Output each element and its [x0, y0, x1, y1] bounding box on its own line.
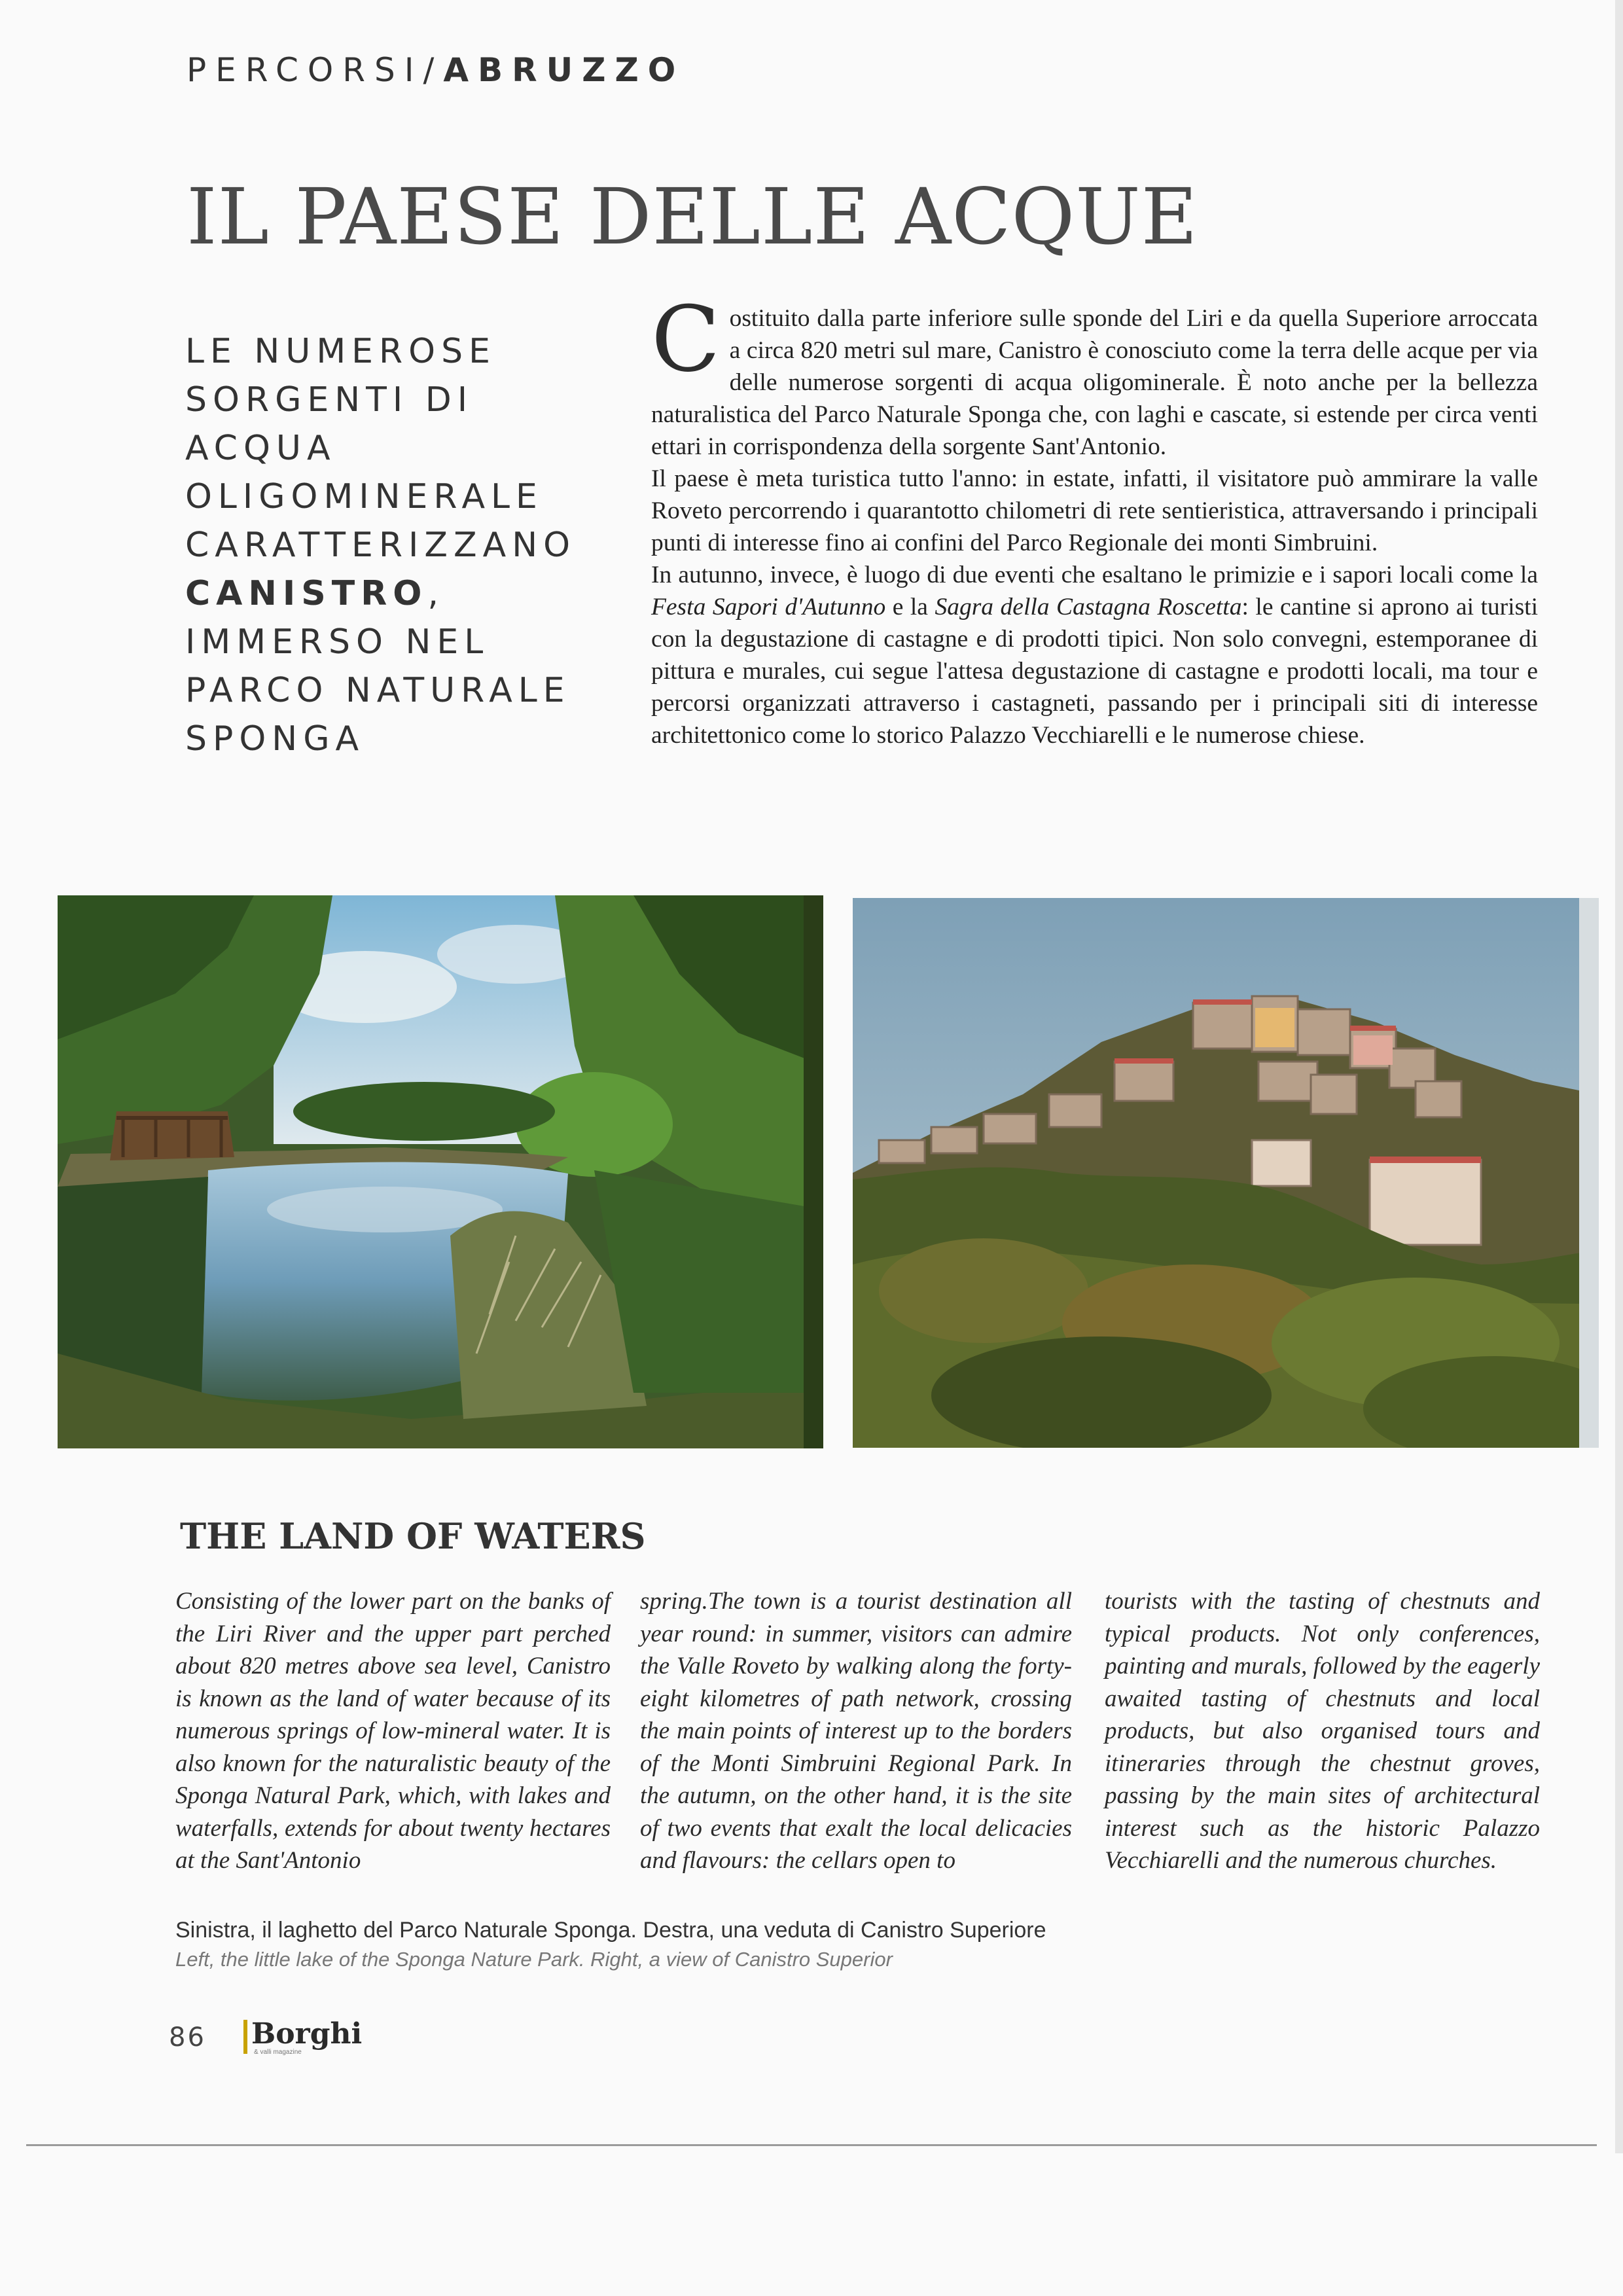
logo-subtitle: & valli magazine — [254, 2049, 302, 2056]
drop-cap: C — [651, 287, 721, 392]
section-kicker — [187, 51, 685, 89]
scan-edge — [1615, 0, 1623, 2153]
subhead-line: LE NUMEROSE — [185, 332, 496, 371]
italian-body-text — [651, 287, 1539, 751]
magazine-logo — [243, 2017, 363, 2060]
event-name: Sagra della Castagna Roscetta — [935, 594, 1242, 620]
italian-paragraph-2: Il paese è meta turistica tutto l'anno: in estate, infatti, il visitatore può ammirare la valle Roveto percorrendo i quarantotto chilometri di rete sentieristica, attraversando i principali punti di interesse fino ai confini del Parco Regionale dei monti Simbruini. — [651, 465, 1538, 556]
subhead-line: IMMERSO NEL — [185, 622, 490, 662]
english-title: THE LAND OF WATERS — [180, 1515, 646, 1557]
subhead-line: SORGENTI DI ACQUA — [185, 380, 474, 468]
paragraph-text: In autunno, invece, è luogo di due eventi che esaltano le primizie e i sapori locali come la — [651, 562, 1538, 588]
event-name: Festa Sapori d'Autunno — [651, 594, 886, 620]
paragraph-text: : le cantine si aprono ai turisti con la degustazione di castagne e di prodotti tipici. Non solo convegni, estemporanee di pittura e murales, cui segue l'attesa degustazione di castagne e prodotti locali, ma tour e percorsi organizzati attraverso i castagneti, passando per i principali siti di interesse architettonico come lo storico Palazzo Vecchiarelli e le numerose chiese. — [651, 594, 1539, 749]
english-column-3: tourists with the tasting of chestnuts and typical products. Not only conferences, painting and murals, followed by the eagerly awaited tasting of chestnuts and local products, but also organised tours and itineraries through the chestnut groves, passing by the main sites of architectural interest such as the historic Palazzo Vecchiarelli and the numerous churches. — [1105, 1588, 1540, 1874]
logo-accent-bar — [243, 2020, 247, 2054]
bottom-divider — [26, 2144, 1597, 2146]
article-title: IL PAESE DELLE ACQUE — [187, 171, 1198, 262]
subhead-line: SPONGA — [185, 719, 365, 759]
photo-caption-english: Left, the little lake of the Sponga Nature Park. Right, a view of Canistro Superior — [175, 1948, 893, 1971]
paragraph-text: ostituito dalla parte inferiore sulle sponde del Liri e da quella Superiore arroccata a circa 820 metri sul mare, Canistro è conosciuto come la terra delle acque per via delle numerose sorgenti di acqua oligominerale. È noto anche per la bellezza naturalistica del Parco Naturale Sponga che, con laghi e cascate, si estende per circa venti ettari in corrispondenza della sorgente Sant'Antonio. — [651, 305, 1538, 460]
subhead-comma: , — [427, 574, 444, 613]
page-number: 86 — [169, 2022, 206, 2053]
subhead-line — [185, 569, 630, 618]
subhead-place-name: CANISTRO — [185, 574, 428, 613]
article-subheading — [185, 327, 630, 763]
english-column-1: Consisting of the lower part on the banks of the Liri River and the upper part perched about 820 metres above sea level, Canistro is known as the land of water because of its numerous springs of low-mineral water. It is also known for the naturalistic beauty of the Sponga Natural Park, which, with lakes and waterfalls, extends for about twenty hectares at the Sant'Antonio — [175, 1588, 611, 1874]
photo-canistro-superiore — [853, 898, 1599, 1448]
subhead-line: CARATTERIZZANO — [185, 526, 577, 565]
italian-paragraph-1 — [651, 287, 1538, 463]
italian-paragraph-3 — [651, 559, 1538, 751]
logo-wordmark: Borghi — [251, 2017, 363, 2051]
photo-caption-italian: Sinistra, il laghetto del Parco Naturale Sponga. Destra, una veduta di Canistro Superiore — [175, 1918, 1046, 1943]
kicker-region: ABRUZZO — [443, 51, 685, 89]
photo-lake-sponga-park — [58, 895, 823, 1448]
english-column-2: spring.The town is a tourist destination all year round: in summer, visitors can admire the Valle Roveto by walking along the forty-eight kilometres of path network, crossing the main points of interest up to the borders of the Monti Simbruini Regional Park. In the autumn, on the other hand, it is the site of two events that exalt the local delicacies and flavours: the cellars open to — [640, 1588, 1072, 1874]
lake-illustration — [58, 895, 823, 1448]
village-illustration — [853, 898, 1599, 1448]
subhead-line: PARCO NATURALE — [185, 671, 571, 710]
subhead-line: OLIGOMINERALE — [185, 477, 543, 516]
paragraph-text: e la — [885, 594, 935, 620]
kicker-section: PERCORSI/ — [187, 51, 444, 89]
